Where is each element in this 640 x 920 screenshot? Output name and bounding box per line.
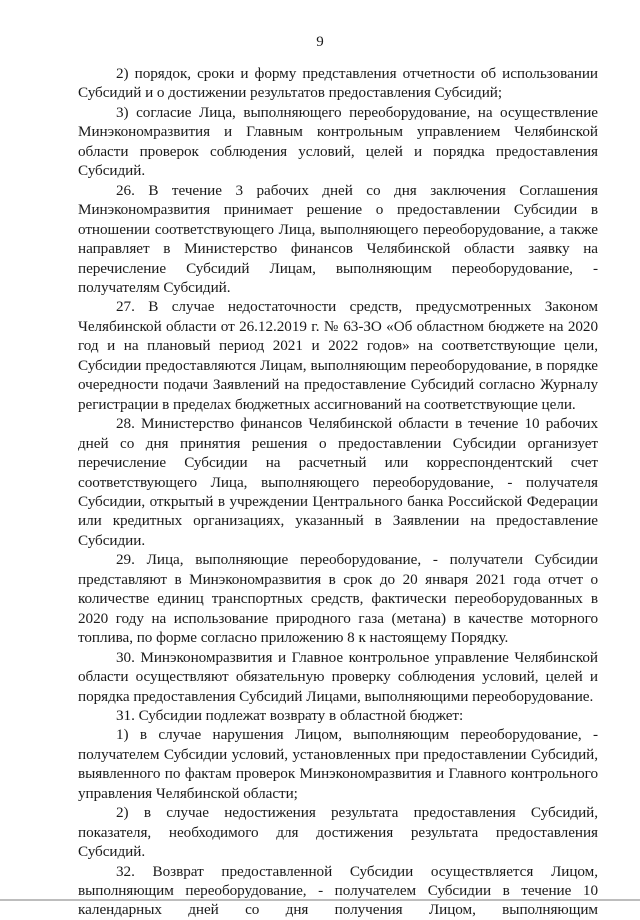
paragraph-28: 28. Министерство финансов Челябинской области в течение 10 рабочих дней со дня принятия решения о предоставлении Субсидии организует перечисление Субсидии на расчетный или корреспондентский счет соответствующего Лица, выполняющего переоборудование, - получателя Субсидии, открытый в учреждении Центрального банка Российской Федерации или кредитных организациях, указанный в Заявлении на предоставление Субсидии. [78,415,598,549]
paragraph-27: 27. В случае недостаточности средств, предусмотренных Законом Челябинской области от 26.12.2019 г. № 63-ЗО «Об областном бюджете на 2020 год и на плановый период 2021 и 2022 годов» на соответствующие цели, Субсидии предоставляются Лицам, выполняющим переоборудование, в порядке очередности подачи Заявлений на предоставление Субсидий согласно Журналу регистрации в пределах бюджетных ассигнований на соответствующие цели. [78,298,598,413]
paragraph-30: 30. Минэкономразвития и Главное контрольное управление Челябинской области осуществляют обязательную проверку соблюдения условий, целей и порядка предоставления Субсидий Лицами, выполняющими переоборудование. [78,648,598,705]
bottom-rule [0,899,640,901]
paragraph-31-item-1: 1) в случае нарушения Лицом, выполняющим переоборудование, - получателем Субсидии условий, установленных при предоставлении Субсидий, выявленного по фактам проверок Минэкономразвития и Главного контрольного управления Челябинской области; [78,726,598,802]
document-body [78,64,598,920]
paragraph-29: 29. Лица, выполняющие переоборудование, - получатели Субсидии представляют в Минэкономразвития в срок до 20 января 2021 года отчет о количестве единиц транспортных средств, фактически переоборудованных в 2020 году на использование природного газа (метана) в качестве моторного топлива, по форме согласно приложению 8 к настоящему Порядку. [78,551,598,647]
paragraph-32: 32. Возврат предоставленной Субсидии осуществляется Лицом, выполняющим переоборудование, - получателем Субсидии в течение 10 календарных дней со дня получения Лицом, выполняющим [78,862,598,919]
page-number: 9 [316,34,324,50]
paragraph-31-item-2: 2) в случае недостижения результата предоставления Субсидий, показателя, необходимого для достижения результата предоставления Субсидий. [78,804,598,861]
paragraph-consent-to-checks: 3) согласие Лица, выполняющего переоборудование, на осуществление Минэкономразвития и Главным контрольным управлением Челябинской области проверок соблюдения условий, целей и порядка предоставления Субсидий. [78,103,598,180]
paragraph-26: 26. В течение 3 рабочих дней со дня заключения Соглашения Минэкономразвития принимает решение о предоставлении Субсидии в отношении соответствующего Лица, выполняющего переоборудование, а также направляет в Министерство финансов Челябинской области заявку на перечисление Субсидий Лицам, выполняющим переоборудование, - получателям Субсидий. [78,181,598,296]
paragraph-reporting-procedure: 2) порядок, сроки и форму представления отчетности об использовании Субсидий и о достижении результатов предоставления Субсидий; [78,65,598,102]
paragraph-31: 31. Субсидии подлежат возврату в областной бюджет: [116,706,464,724]
